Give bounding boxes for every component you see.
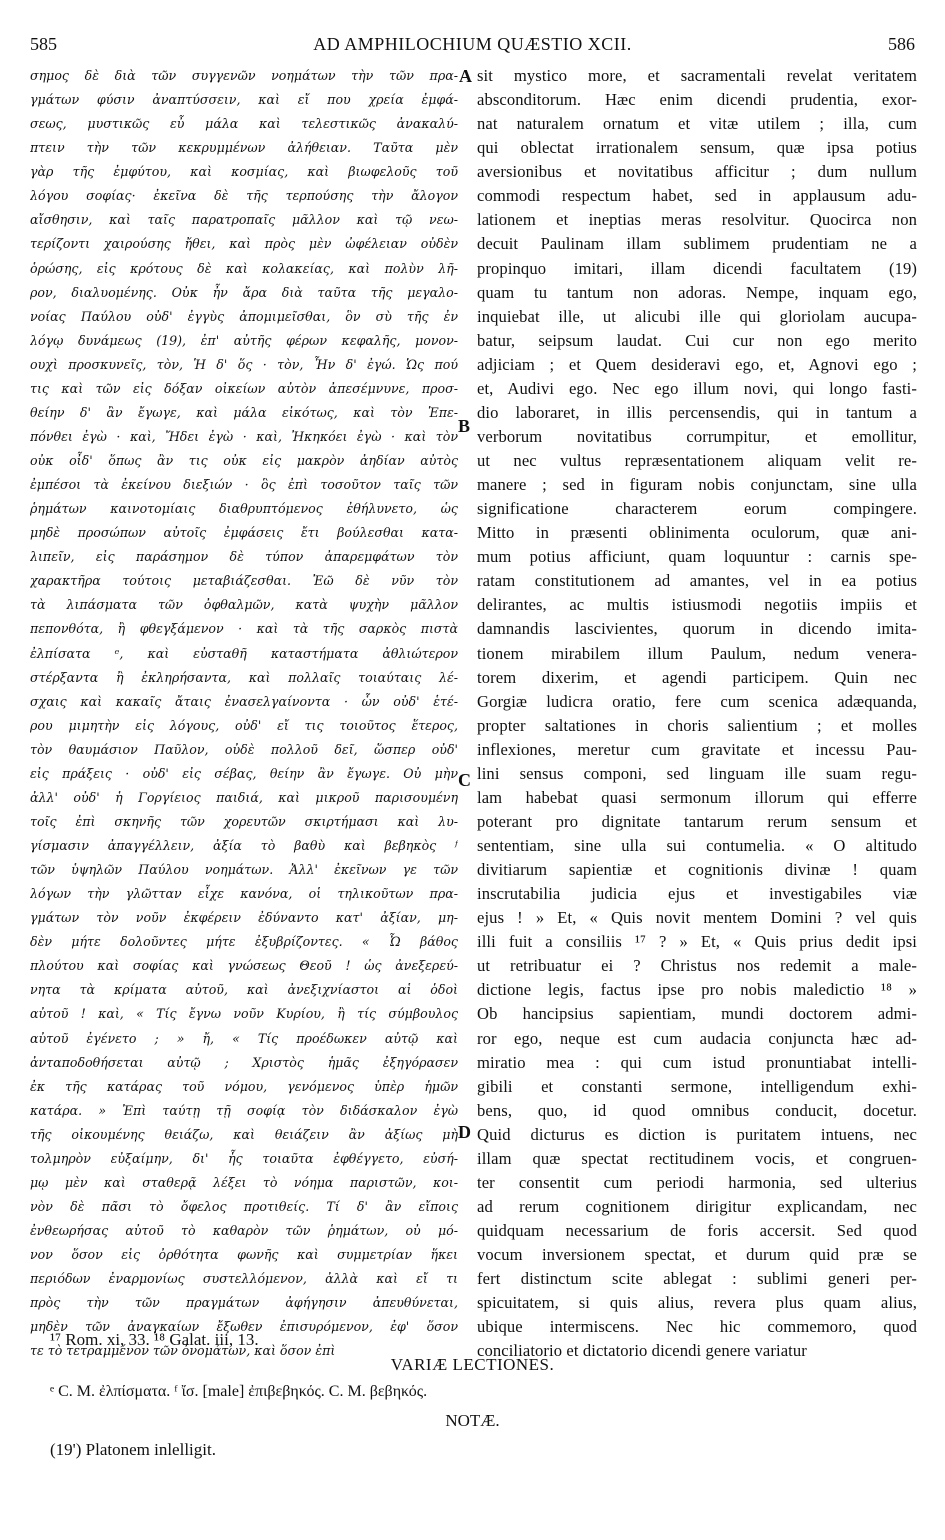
- latin-text-line: batur, seipsum laudat. Cui cur non ego merito: [477, 330, 917, 350]
- latin-text-line: divitiarum sapientiæ et cognitionis divinæ ! quam: [477, 860, 917, 880]
- latin-text-line: nat naturalem ornatum et vitæ utilem ; illa, cum: [477, 114, 917, 134]
- greek-text-line: τῆς οἰκουμένης θειάζω, καὶ θειάζειν ἂν ἀξίως μὴ: [30, 1126, 458, 1142]
- latin-text-line: quidquam necessarium de foris accersit. Sed quod: [477, 1221, 917, 1240]
- latin-text-line: illam quæ spectat rectitudinem vocis, et congruen-: [477, 1148, 917, 1168]
- latin-text-line: lam habebat quasi sermonum illorum qui efferre: [477, 787, 917, 807]
- latin-text-line: mum potius afficiunt, quam loquuntur : carnis spe-: [477, 547, 917, 567]
- page-number-left: 585: [30, 34, 57, 54]
- latin-text-line: ror ego, neque est cum audacia conjuncta hæc ad-: [477, 1028, 917, 1048]
- greek-text-line: περιόδων ἐναρμονίως συστελλόμενον, ἀλλὰ καὶ εἴ τι: [30, 1271, 458, 1287]
- greek-text-line: στέρξαντα ἢ ἐκληρήσαντα, καὶ πολλαῖς τοιαύταις λέ-: [30, 669, 458, 685]
- latin-text-line: Gorgiæ ludicra oratio, fere cum scenica adæquanda,: [477, 691, 917, 711]
- latin-text-line: ut retribuatur ei ? Christus nos redemit a male-: [477, 956, 917, 976]
- greek-text-line: νὸν δὲ πᾶσι τὸ ὄφελος προτιθείς. Τί δ' ἂν εἴποις: [30, 1198, 458, 1214]
- latin-text-line: propter saltationes in choris salientium ; et molles: [477, 715, 917, 735]
- greek-text-line: νοίας Παύλου οὐδ' ἐγγὺς ἀπομιμεῖσθαι, ὃν σὺ τῆς ἐν: [30, 308, 458, 324]
- latin-text-line: lini sensus componi, sed linguam ille suam regu-: [477, 763, 917, 783]
- greek-text-line: σεως, μυστικῶς εὖ μάλα καὶ τελεστικῶς ἀνακαλύ-: [30, 116, 458, 132]
- greek-text-line: αὐτοῦ ! καὶ, « Τίς ἔγνω νοῦν Κυρίου, ἢ τίς σύμβουλος: [30, 1006, 458, 1022]
- margin-marker-b: B: [458, 416, 471, 436]
- greek-text-line: σημος δὲ διὰ τῶν συγγενῶν νοημάτων τὴν τῶν πρα-: [30, 68, 458, 83]
- latin-text-line: inscrutabilia judicia ejus et investigabiles viæ: [477, 884, 917, 904]
- greek-text-line: πρὸς τὴν τῶν πραγμάτων ἀφήγησιν ἀπευθύνεται,: [30, 1295, 458, 1311]
- greek-text-line: σχαις καὶ κακαῖς ἄταις ἐνασελγαίνοντα · ὧν οὐδ' ἑτέ-: [30, 693, 458, 709]
- greek-column: [30, 64, 458, 1363]
- latin-text-line: torem dixerim, et agendi participem. Quin nec: [477, 667, 917, 687]
- greek-text-line: ἀνταποδοθήσεται αὐτῷ ; Χριστὸς ἡμᾶς ἐξηγόρασεν: [30, 1054, 458, 1070]
- latin-text-line: aversionibus et novitatibus afficitur ; dum nullum: [477, 162, 917, 182]
- margin-marker-a: A: [459, 66, 472, 86]
- latin-text-line: qui oblectat irrationalem sensum, quæ ipsa potius: [477, 138, 917, 158]
- greek-text-line: χαρακτῆρα τούτοις μεταβιάζεσθαι. Ἐῶ δὲ νῦν τὸν: [30, 573, 458, 589]
- greek-text-line: τοῖς ἐπὶ σκηνῆς τῶν χορευτῶν σκιρτήμασι καὶ λυ-: [30, 813, 458, 829]
- latin-text-line: conciliatorio et dictatorio dicendi genere variatur: [477, 1341, 807, 1361]
- greek-text-line: τὸν θαυμάσιον Παῦλον, οὐδὲ πολλοῦ δεῖ, ὥσπερ οὐδ': [30, 741, 458, 757]
- greek-text-line: μηδὲ προσώπων αὐτοῖς ἐμφάσεις ἔτι βούλεσθαι κατα-: [30, 525, 458, 541]
- latin-text-line: ejus ! » Et, « Quis novit mentem Domini ? vel quis: [477, 908, 917, 928]
- latin-text-line: quam tu tantum non adoras. Nempe, inquam ego,: [477, 282, 917, 302]
- latin-text-line: ratam constitutionem ad amantes, vel in ea potius: [477, 571, 917, 591]
- running-title: AD AMPHILOCHIUM QUÆSTIO XCII.: [313, 34, 632, 54]
- latin-text-line: et, Audivi ego. Nec ego illum novi, qui longo fasti-: [477, 378, 917, 398]
- scripture-footnotes: ¹⁷ Rom. xi, 33. ¹⁸ Galat. iii, 13.: [50, 1330, 259, 1349]
- greek-text-line: ὁρώσης, εἰς κρότους δὲ καὶ κολακείας, καὶ πολὺν λῆ-: [30, 260, 458, 276]
- latin-text-line: ad rerum cognitionem dirigitur explicandam, nec: [477, 1196, 917, 1216]
- latin-text-line: sit mystico more, et sacramentali revelat veritatem: [477, 66, 917, 85]
- latin-text-line: verborum novitatibus corrumpitur, et emollitur,: [477, 426, 917, 446]
- greek-text-line: τερίζοντι χαιρούσης ἤθει, καὶ πρὸς μὲν ὠφέλειαν οὐδὲν: [30, 236, 458, 252]
- greek-text-line: ρον, διαλυομένης. Οὐκ ἦν ἄρα διὰ ταῦτα τῆς μεγαλο-: [30, 284, 458, 300]
- greek-text-line: πτειν τὴν τῶν κεκρυμμένων ἀλήθειαν. Ταῦτα μὲν: [30, 140, 458, 156]
- latin-text-line: ubique intermiscens. Nec hic commemoro, quod: [477, 1317, 917, 1337]
- latin-text-line: commodi respectum habet, sed in applausum adu-: [477, 186, 917, 206]
- greek-text-line: τε τὸ τετραμμένον τῶν ὀνομάτων, καὶ ὅσον ἐπὶ: [30, 1343, 336, 1359]
- greek-text-line: μηδὲν τῶν ἀναγκαίων ἔξωθεν ἐπισυρόμενον, ἐφ' ὅσον: [30, 1319, 458, 1335]
- latin-text-line: dictione legis, factus ipse pro nobis maledictio ¹⁸ »: [477, 980, 917, 1000]
- greek-text-line: πόνθει ἐγὼ · καὶ, Ἤδει ἐγὼ · καὶ, Ἠκηκόει ἐγὼ · καὶ τὸν: [30, 428, 458, 444]
- margin-marker-c: C: [458, 770, 471, 790]
- greek-text-line: τὰ λιπάσματα τῶν ὀφθαλμῶν, κατὰ ψυχὴν μᾶλλον: [30, 597, 458, 613]
- latin-column: [477, 64, 917, 1363]
- greek-text-line: ἐλπίσατα ᵉ, καὶ εὐσταθῆ καταστήματα ἀθλιώτερον: [30, 645, 458, 661]
- latin-text-line: fert distinctum scite ablegat : sublimi generi per-: [477, 1269, 917, 1289]
- latin-text-line: adjiciam ; et Quem desideravi ego, et, Agnovi ego ;: [477, 354, 917, 374]
- latin-text-line: damnandis lascivientes, quorum in dicendo imita-: [477, 619, 917, 639]
- variae-lectiones-text: ᵉ C. M. ἐλπίσματα. ᶠ ἴσ. [male] ἐπιβεβηκός. C. M. βεβηκός.: [50, 1383, 428, 1400]
- latin-text-line: tionem mirabilem illum Paulum, nedum venera-: [477, 643, 917, 663]
- notae-heading: NOTÆ.: [445, 1411, 500, 1430]
- latin-text-line: dio laboraret, in illis percensendis, qui in tantum a: [477, 402, 917, 422]
- greek-text-line: νητα τὰ κρίματα αὐτοῦ, καὶ ἀνεξιχνίαστοι αἱ ὁδοὶ: [30, 982, 458, 998]
- latin-text-line: illi fuit a consiliis ¹⁷ ? » Et, « Quis prius dedit ipsi: [477, 932, 917, 952]
- latin-text-line: gibili et constanti sermone, intelligendum exhi-: [477, 1076, 917, 1096]
- greek-text-line: γμάτων φύσιν ἀναπτύσσειν, καὶ εἴ που χρεία ἐμφά-: [30, 92, 458, 108]
- latin-text-line: manere ; sed in figuram nobis conjunctam, sine ulla: [477, 475, 917, 495]
- greek-text-line: αἴσθησιν, καὶ ταῖς παρατροπαῖς μᾶλλον καὶ τῷ νεω-: [30, 212, 458, 228]
- greek-text-line: πεπονθότα, ἢ φθεγξάμενον · καὶ τὰ τῆς σαρκὸς πιστὰ: [30, 621, 458, 637]
- greek-text-line: γίσμασιν ἀπαγγέλλειν, ἀξία τὸ βαθὺ καὶ βεβηκὸς ᶠ: [30, 838, 458, 853]
- latin-text-line: inflexiones, meretur cum gravitate et incessu Pau-: [477, 739, 917, 759]
- latin-text-line: sententiam, sine ulla sui contumelia. « O altitudo: [477, 836, 917, 855]
- latin-text-line: Mitto in præsenti oblinimenta oculorum, quæ ani-: [477, 523, 917, 543]
- greek-text-line: ῥημάτων καινοτομίαις διαθρυπτόμενος ἐθήλυνετο, ὡς: [30, 501, 458, 517]
- greek-text-line: ἀλλ' οὐδ' ἡ Γοργίειος παιδιά, καὶ μικροῦ παρισουμένη: [30, 789, 458, 805]
- latin-text-line: lationem et ineptias meras resolvitur. Quocirca non: [477, 210, 917, 230]
- latin-text-line: spicuitatem, si quis alius, revera plus quam alius,: [477, 1293, 917, 1313]
- greek-text-line: εἰς πράξεις · οὐδ' εἰς σέβας, θείην ἂν ἔγωγε. Οὐ μὴν: [30, 765, 458, 781]
- variae-lectiones-heading: VARIÆ LECTIONES.: [390, 1355, 555, 1374]
- greek-text-line: ἐμπέσοι τὰ ἐκείνου διεξιών · ὃς ἐπὶ τοσοῦτον ταῖς τῶν: [30, 477, 458, 493]
- latin-text-line: decuit Paulinam illam sublimem prudentiam ne a: [477, 234, 917, 254]
- note-text: (19') Platonem inlelligit.: [50, 1440, 216, 1459]
- greek-text-line: λόγων τὴν γλῶτταν εἶχε κανόνα, οἱ τηλικοῦτων πρα-: [30, 886, 458, 902]
- latin-text-line: vocum inversionem spectat, et durum quid præ se: [477, 1245, 917, 1265]
- latin-text-line: Quid dicturus es diction is puritatem intuens, nec: [477, 1124, 917, 1144]
- greek-text-line: ρου μιμητὴν εἰς λόγους, οὐδ' εἴ τις τοιοῦτος ἕτερος,: [30, 717, 458, 733]
- latin-text-line: miratio mea : qui cum istud pronuntiabat intelli-: [477, 1052, 917, 1072]
- greek-text-line: γὰρ τῆς ἐμφύτου, καὶ κοσμίας, καὶ βιωφελοῦς τοῦ: [30, 164, 458, 180]
- latin-text-line: significatione characterem eorum compingere.: [477, 499, 917, 519]
- greek-text-line: γμάτων τὸν νοῦν ἐκφέρειν ἐδύναντο κατ' ἀξίαν, μη-: [30, 910, 458, 926]
- greek-text-line: θείην δ' ἂν ἔγωγε, καὶ μάλα εἰκότως, καὶ τὸν Ἐπε-: [30, 404, 458, 420]
- greek-text-line: ἐκ τῆς κατάρας τοῦ νόμου, γενόμενος ὑπὲρ ἡμῶν: [30, 1078, 458, 1094]
- greek-text-line: ἐνθεωρήσας αὐτοῦ τὸ καθαρὸν τῶν ῥημάτων, οὐ μό-: [30, 1223, 458, 1238]
- greek-text-line: αὐτοῦ ἐγένετο ; » ἤ, « Τίς προέδωκεν αὐτῷ καὶ: [30, 1030, 458, 1046]
- greek-text-line: νον ὅσον εἰς ὀρθότητα φωνῆς καὶ συμμετρίαν ἥκει: [30, 1247, 458, 1263]
- page-number-right: 586: [888, 34, 915, 54]
- latin-text-line: ter consentit cum periodi harmonia, sed ulterius: [477, 1172, 917, 1192]
- greek-text-line: μῳ μὲν καὶ σταθερᾷ λέξει τὸ νόημα παριστῶν, κοι-: [30, 1174, 458, 1190]
- greek-text-line: τολμηρὸν εὐξαίμην, δι' ἧς τοιαῦτα ἐφθέγγετο, εὐσή-: [30, 1150, 458, 1166]
- greek-text-line: δὲν μήτε δολοῦντες μήτε ἐξυβρίζοντες. « Ὦ βάθος: [30, 934, 458, 950]
- latin-text-line: propinquo imitari, illam dicendi facultatem (19): [477, 258, 917, 278]
- greek-text-line: λόγῳ δυνάμεως (19), ἐπ' αὐτῆς φέρων κεφαλῆς, μονον-: [30, 332, 458, 348]
- latin-text-line: poterant pro dignitate tantarum rerum sensum et: [477, 811, 917, 831]
- greek-text-line: ουχὶ προσκυνεῖς, τὸν, Ἡ δ' ὅς · τὸν, Ἦν δ' ἐγώ. Ὡς πού: [30, 356, 458, 372]
- greek-text-line: λόγου σοφίας· ἐκεῖνα δὲ τῆς τερπούσης τὴν ἄλογον: [30, 188, 458, 204]
- greek-text-line: τῶν ὑψηλῶν Παύλου νοημάτων. Ἀλλ' ἐκεῖνων γε τῶν: [30, 862, 458, 878]
- greek-text-line: λιπεῖν, εἰς παράσημον δὲ τύπον ἀπαρεμφάτων τὸν: [30, 549, 458, 565]
- latin-text-line: absconditorum. Hæc enim dicendi prudentia, exor-: [477, 90, 917, 110]
- latin-text-line: Ob hancipsius sapientiam, mundi doctorem admi-: [477, 1004, 917, 1024]
- margin-marker-d: D: [458, 1122, 471, 1142]
- greek-text-line: πλούτου καὶ σοφίας καὶ γνώσεως Θεοῦ ! ὡς ἀνεξερεύ-: [30, 958, 458, 974]
- latin-text-line: inquiebat ille, ut alicubi ille qui gloriolam aucupa-: [477, 306, 917, 326]
- latin-text-line: delirantes, ac multis istiusmodi negotiis impiis et: [477, 595, 917, 615]
- page-header: [30, 34, 915, 58]
- latin-text-line: ut nec vultus repræsentationem aliquam velit re-: [477, 451, 917, 470]
- greek-text-line: οὐκ οἶδ' ὅπως ἂν τις οὐκ εἰς μακρὸν ἀηδίαν αὐτὸς: [30, 453, 458, 468]
- greek-text-line: κατάρα. » Ἐπὶ ταύτῃ τῇ σοφίᾳ τὸν διδάσκαλον ἐγὼ: [30, 1102, 458, 1118]
- greek-text-line: τις καὶ τῶν εἰς δόξαν οἰκείων αὐτὸν ἀπεσέμνυνε, προσ-: [30, 380, 458, 396]
- latin-text-line: bens, quo, id quod omnibus conducit, docetur.: [477, 1100, 917, 1120]
